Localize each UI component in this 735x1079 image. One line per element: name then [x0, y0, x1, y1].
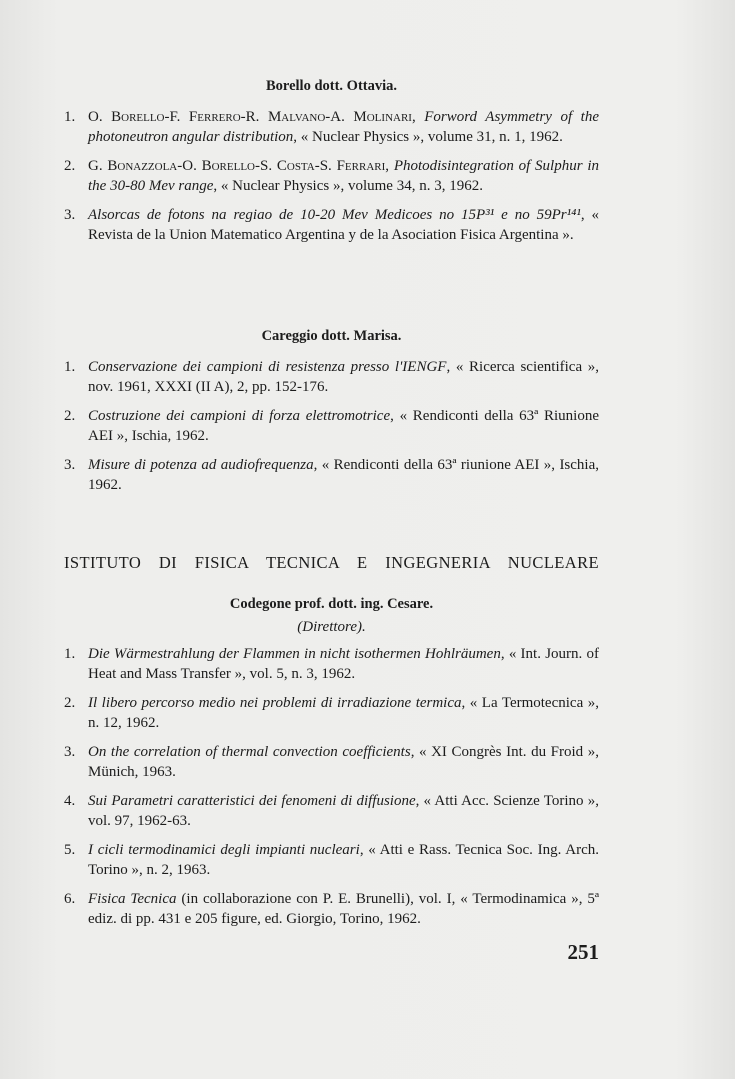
entry-source: , « Atti Acc. Scienze Torino », vol. 97, 1962-63.	[88, 793, 599, 829]
bibliography-entry	[64, 107, 599, 147]
entry-title: Forword Asymmetry of the photoneutron angular distribution	[88, 109, 599, 145]
entry-authors: G. Bonazzola-O. Borello-S. Costa-S. Ferrari,	[88, 158, 394, 174]
entry-source: (in collaborazione con P. E. Brunelli), vol. I, « Termodinamica », 5ª ediz. di pp. 431 e 205 figure, ed. Giorgio, Torino, 1962.	[88, 891, 599, 927]
bibliography-entry	[64, 889, 599, 929]
entry-number: 3.	[64, 207, 76, 223]
institute-heading: ISTITUTO DI FISICA TECNICA E INGEGNERIA NUCLEARE	[64, 553, 599, 572]
bibliography-entry	[64, 644, 599, 684]
entry-title: Il libero percorso medio nei problemi di irradiazione termica	[88, 695, 462, 711]
bibliography-entry	[64, 455, 599, 495]
bibliography-entry	[64, 156, 599, 196]
entry-number: 2.	[64, 408, 76, 424]
entry-authors: O. Borello-F. Ferrero-R. Malvano-A. Molinari,	[88, 109, 425, 125]
section-borello	[64, 78, 599, 254]
entry-number: 6.	[64, 891, 76, 907]
bibliography-entry	[64, 693, 599, 733]
entry-number: 3.	[64, 457, 76, 473]
entry-number: 2.	[64, 158, 76, 174]
bibliography-entry	[64, 742, 599, 782]
entry-title: Photodisintegration of Sulphur in the 30-80 Mev range	[88, 158, 600, 194]
director-name: Codegone prof. dott. ing. Cesare.	[229, 596, 434, 612]
entry-source: , « Nuclear Physics », volume 34, n. 3, 1962.	[213, 178, 483, 194]
entry-source: , « Revista de la Union Matematico Argentina y de la Asociation Fisica Argentina ».	[88, 207, 599, 243]
entry-source: , « XI Congrès Int. du Froid », Münich, 1963.	[88, 744, 599, 780]
entry-number: 1.	[64, 359, 76, 375]
entry-source: , « Ricerca scientifica », nov. 1961, XXXI (II A), 2, pp. 152-176.	[88, 359, 599, 395]
bibliography-entry	[64, 205, 599, 245]
entry-number: 4.	[64, 793, 76, 809]
entry-title: Alsorcas de fotons na regiao de 10-20 Mev Medicoes no 15P³¹ e no 59Pr¹⁴¹	[88, 207, 581, 223]
bibliography-entry	[64, 791, 599, 831]
section-heading: Careggio dott. Marisa.	[261, 328, 402, 344]
entry-source: , « Rendiconti della 63ª riunione AEI », Ischia, 1962.	[88, 457, 600, 493]
director-role: (Direttore).	[297, 619, 366, 635]
entry-source: , « Int. Journ. of Heat and Mass Transfer », vol. 5, n. 3, 1962.	[88, 646, 599, 682]
entry-number: 5.	[64, 842, 76, 858]
section-heading: Borello dott. Ottavia.	[265, 78, 398, 94]
entry-title: Fisica Tecnica	[88, 891, 177, 907]
entry-number: 1.	[64, 109, 76, 125]
entry-number: 3.	[64, 744, 76, 760]
entry-title: Conservazione dei campioni di resistenza presso l'IENGF	[88, 359, 447, 375]
entry-number: 2.	[64, 695, 76, 711]
entry-title: Costruzione dei campioni di forza elettromotrice	[88, 408, 391, 424]
section-codegone	[64, 596, 599, 938]
entry-title: Misure di potenza ad audiofrequenza	[88, 457, 314, 473]
entry-source: , « Nuclear Physics », volume 31, n. 1, 1962.	[293, 129, 563, 145]
entry-title: Die Wärmestrahlung der Flammen in nicht isothermen Hohlräumen	[88, 646, 501, 662]
entry-source: , « Atti e Rass. Tecnica Soc. Ing. Arch. Torino », n. 2, 1963.	[88, 842, 599, 878]
entry-number: 1.	[64, 646, 76, 662]
entry-title: On the correlation of thermal convection coefficients	[88, 744, 411, 760]
bibliography-entry	[64, 357, 599, 397]
entry-source: , « La Termotecnica », n. 12, 1962.	[88, 695, 599, 731]
entry-title: I cicli termodinamici degli impianti nucleari	[88, 842, 360, 858]
page-number: 251	[567, 940, 599, 964]
bibliography-entry	[64, 840, 599, 880]
section-careggio	[64, 328, 599, 504]
bibliography-entry	[64, 406, 599, 446]
entry-title: Sui Parametri caratteristici dei fenomeni di diffusione	[88, 793, 416, 809]
entry-source: , « Rendiconti della 63ª Riunione AEI », Ischia, 1962.	[88, 408, 600, 444]
